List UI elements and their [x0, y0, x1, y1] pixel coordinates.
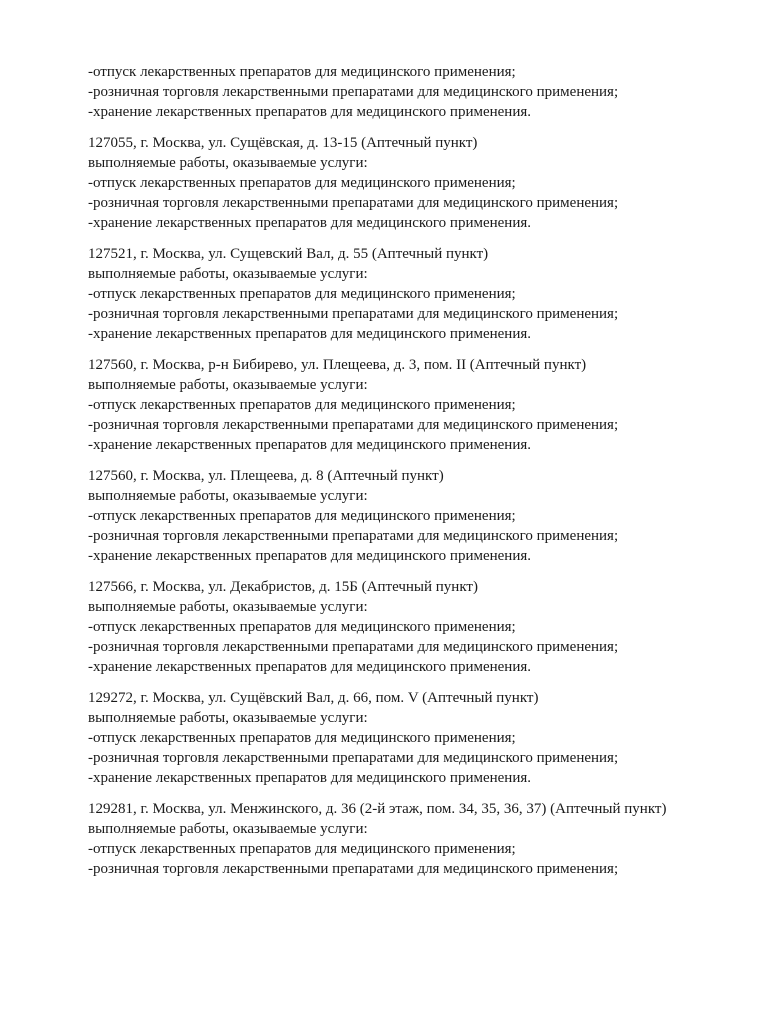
pharmacy-entry [88, 688, 761, 788]
service-line: -хранение лекарственных препаратов для медицинского применения. [88, 659, 532, 675]
works-label: выполняемые работы, оказываемые услуги: [88, 599, 368, 615]
address-line: 127560, г. Москва, р-н Бибирево, ул. Плещеева, д. 3, пом. II (Аптечный пункт) [88, 357, 587, 373]
service-line: -розничная торговля лекарственными препаратами для медицинского применения; [88, 84, 619, 100]
service-line: -отпуск лекарственных препаратов для медицинского применения; [88, 175, 516, 191]
service-line: -розничная торговля лекарственными препаратами для медицинского применения; [88, 528, 619, 544]
address-line: 129272, г. Москва, ул. Сущёвский Вал, д. 66, пом. V (Аптечный пункт) [88, 690, 539, 706]
works-label: выполняемые работы, оказываемые услуги: [88, 377, 368, 393]
address-line: 127560, г. Москва, ул. Плещеева, д. 8 (Аптечный пункт) [88, 468, 444, 484]
address-line: 127521, г. Москва, ул. Сущевский Вал, д. 55 (Аптечный пункт) [88, 246, 489, 262]
service-line: -розничная торговля лекарственными препаратами для медицинского применения; [88, 639, 619, 655]
address-line: 127566, г. Москва, ул. Декабристов, д. 15Б (Аптечный пункт) [88, 579, 478, 595]
service-line: -отпуск лекарственных препаратов для медицинского применения; [88, 619, 516, 635]
address-line: 127055, г. Москва, ул. Сущёвская, д. 13-15 (Аптечный пункт) [88, 135, 478, 151]
service-line: -розничная торговля лекарственными препаратами для медицинского применения; [88, 861, 619, 877]
service-line: -хранение лекарственных препаратов для медицинского применения. [88, 437, 532, 453]
address-line: 129281, г. Москва, ул. Менжинского, д. 36 (2-й этаж, пом. 34, 35, 36, 37) (Аптечный пункт) [88, 801, 667, 817]
works-label: выполняемые работы, оказываемые услуги: [88, 821, 368, 837]
pharmacy-entry [88, 466, 761, 566]
pharmacy-entry [88, 133, 761, 233]
service-line: -розничная торговля лекарственными препаратами для медицинского применения; [88, 195, 619, 211]
continuation-services-block [88, 62, 761, 122]
service-line: -отпуск лекарственных препаратов для медицинского применения; [88, 397, 516, 413]
pharmacy-entry [88, 577, 761, 677]
works-label: выполняемые работы, оказываемые услуги: [88, 488, 368, 504]
service-line: -отпуск лекарственных препаратов для медицинского применения; [88, 730, 516, 746]
service-line: -хранение лекарственных препаратов для медицинского применения. [88, 215, 532, 231]
pharmacy-entry [88, 799, 761, 879]
service-line: -розничная торговля лекарственными препаратами для медицинского применения; [88, 750, 619, 766]
works-label: выполняемые работы, оказываемые услуги: [88, 710, 368, 726]
service-line: -хранение лекарственных препаратов для медицинского применения. [88, 770, 532, 786]
service-line: -хранение лекарственных препаратов для медицинского применения. [88, 548, 532, 564]
service-line: -отпуск лекарственных препаратов для медицинского применения; [88, 64, 516, 80]
works-label: выполняемые работы, оказываемые услуги: [88, 155, 368, 171]
service-line: -хранение лекарственных препаратов для медицинского применения. [88, 326, 532, 342]
service-line: -отпуск лекарственных препаратов для медицинского применения; [88, 508, 516, 524]
service-line: -отпуск лекарственных препаратов для медицинского применения; [88, 841, 516, 857]
service-line: -розничная торговля лекарственными препаратами для медицинского применения; [88, 306, 619, 322]
pharmacy-entry [88, 355, 761, 455]
works-label: выполняемые работы, оказываемые услуги: [88, 266, 368, 282]
service-line: -отпуск лекарственных препаратов для медицинского применения; [88, 286, 516, 302]
pharmacy-entry [88, 244, 761, 344]
service-line: -розничная торговля лекарственными препаратами для медицинского применения; [88, 417, 619, 433]
service-line: -хранение лекарственных препаратов для медицинского применения. [88, 104, 532, 120]
